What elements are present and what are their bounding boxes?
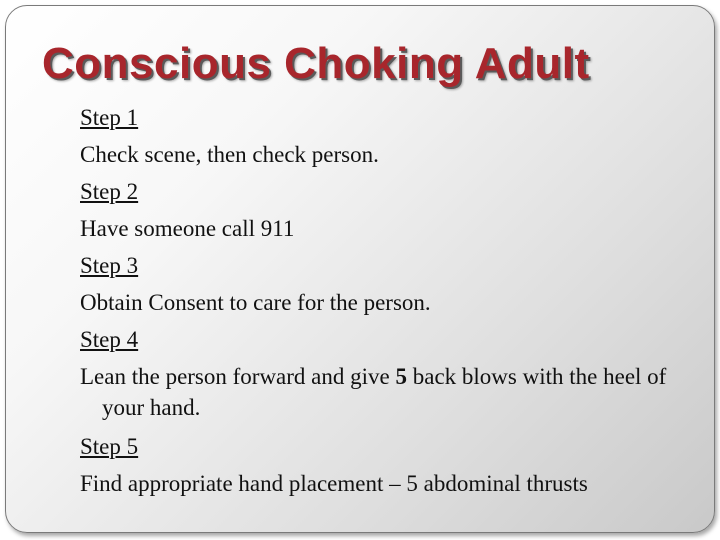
step-text-part: Lean the person forward and give [80, 364, 396, 389]
step-heading: Step 2 [80, 179, 139, 204]
step-heading: Step 1 [80, 105, 139, 130]
step-text: Find appropriate hand placement – 5 abdominal thrusts [80, 471, 588, 496]
step-text-part: back blows with the heel of your hand. [102, 364, 667, 420]
step-heading: Step 3 [80, 253, 139, 278]
step-text-emphasis: 5 [395, 364, 407, 389]
slide-content [80, 104, 690, 507]
step-heading: Step 4 [80, 327, 139, 352]
step-text: Have someone call 911 [80, 216, 295, 241]
slide-title: Conscious Choking Adult [42, 39, 590, 88]
step-text: Obtain Consent to care for the person. [80, 290, 431, 315]
slide [5, 5, 715, 533]
step-heading: Step 5 [80, 434, 139, 459]
step-text [80, 361, 690, 423]
step-text: Check scene, then check person. [80, 142, 379, 167]
